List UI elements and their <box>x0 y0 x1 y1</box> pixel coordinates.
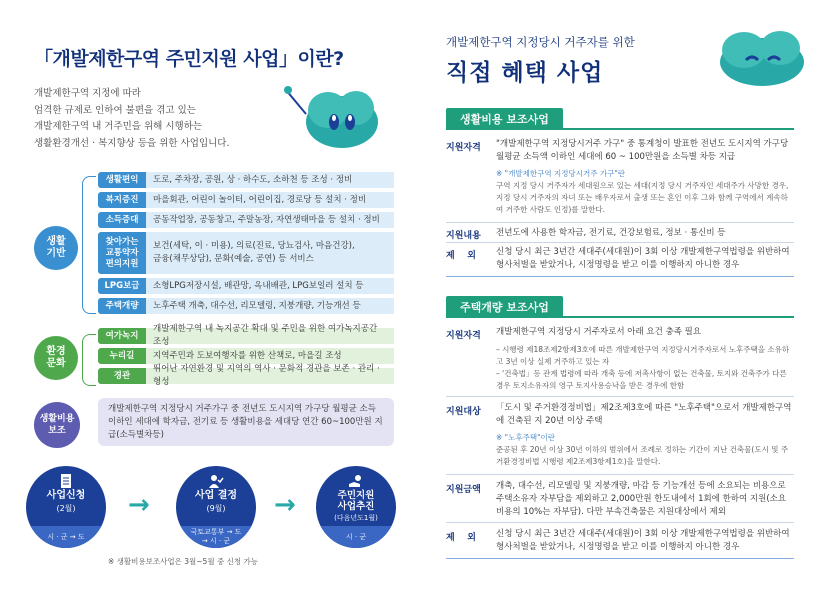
separator <box>446 522 794 523</box>
program-row <box>98 324 394 347</box>
note-body: 구역 지정 당시 거주자가 세대원으로 있는 세대(지정 당시 거주자인 세대주가 사망한 경우, 지정 당시 거주자의 자녀 또는 배우자로서 출생 또는 혼인 이후 그와 함께 구역에서 계속하여 거주한 사람도 인정)를 말한다. <box>496 181 789 214</box>
qualification-list <box>496 344 794 392</box>
footnote: ※ 생활비용보조사업은 3월~5월 중 신청 가능 <box>108 557 258 566</box>
separator <box>446 222 794 223</box>
note-heading: ※ "노후주택"이란 <box>496 433 556 442</box>
program-row <box>98 212 394 228</box>
program-row <box>98 172 394 188</box>
program-desc: 개발제한구역 내 녹지공간 확대 및 주민을 위한 여가녹지공간 조성 <box>146 328 394 344</box>
label-exclusion: 제 외 <box>446 533 476 543</box>
label-qualification: 지원자격 <box>446 143 481 153</box>
corner-decoration <box>790 542 840 592</box>
program-desc: 노후주택 개축, 대수선, 리모델링, 지붕개량, 기능개선 등 <box>146 298 394 314</box>
page-title: 「개발제한구역 주민지원 사업」이란? <box>34 48 344 70</box>
step-name: 사업 결정 <box>194 490 238 501</box>
program-tag: 소득증대 <box>98 212 146 228</box>
person-check-icon <box>208 474 224 488</box>
process-step-apply <box>26 466 106 548</box>
list-item: – 시행령 제18조제2항제3호에 따른 개발제한구역 지정당시거주자로서 노후주택을 소유하고 3년 이상 실제 거주하고 있는 자 <box>496 345 790 366</box>
program-row <box>98 364 394 387</box>
program-row <box>98 278 394 294</box>
group-subsidy-circle <box>34 402 80 448</box>
program-desc: 지역주민과 도보여행자를 위한 산책로, 마을길 조성 <box>146 348 394 364</box>
program-desc: 뛰어난 자연환경 및 지역의 역사 · 문화적 경관을 보존 · 관리 · 형성 <box>146 368 394 384</box>
step-flow: 국토교통부 → 도 → 시 · 군 <box>176 526 256 548</box>
intro-line: 개발제한구역 지정에 따라 <box>34 88 141 99</box>
content-text: 전년도에 사용한 학자금, 전기료, 건강보험료, 정보 · 통신비 등 <box>496 228 726 238</box>
process-step-execute <box>316 466 396 548</box>
program-desc: 소형LPG저장시설, 배관망, 옥내배관, LPG보일러 설치 등 <box>146 278 394 294</box>
label-target: 지원대상 <box>446 407 481 417</box>
mascot-icon <box>708 24 812 90</box>
exclusion-text: 신청 당시 최근 3년간 세대주(세대원)이 3회 이상 개발제한구역법령을 위반하여 형사처벌을 받았거나, 시정명령을 받고 이를 이행하지 아니한 경우 <box>496 529 790 552</box>
separator <box>446 276 794 277</box>
program-tag: 경관 <box>98 368 146 384</box>
label-qualification: 지원자격 <box>446 331 481 341</box>
group-bracket <box>82 176 96 314</box>
separator <box>446 558 794 559</box>
right-title: 직접 혜택 사업 <box>446 60 604 86</box>
right-subtitle: 개발제한구역 지정당시 거주자를 위한 <box>446 35 635 49</box>
arrow-right-icon: → <box>128 490 150 520</box>
separator <box>446 242 794 243</box>
mascot-icon <box>282 78 386 156</box>
program-desc: 보건(세탁, 이 · 미용), 의료(진료, 당뇨검사, 마음건강), 금융(채무상담), 문화(예술, 공연) 등 서비스 <box>146 232 394 274</box>
separator <box>446 396 794 397</box>
intro-line: 엄격한 규제로 인하여 불편을 겪고 있는 <box>34 104 196 116</box>
program-desc: 마을회관, 어린이 놀이터, 어린이집, 경로당 등 설치 · 정비 <box>146 192 394 208</box>
group-env-label: 환경 문화 <box>46 346 66 369</box>
section-title: 생활비용 보조사업 <box>446 108 563 130</box>
step-period: (9월) <box>206 504 226 513</box>
note-body: 준공된 후 20년 이상 30년 이하의 범위에서 조례로 정하는 기간이 지난 건축물(도시 및 주거환경정비법 시행령 제2조제3항제1호)을 말한다. <box>496 445 789 466</box>
step-period: (2월) <box>56 504 76 513</box>
group-life-circle <box>34 226 78 270</box>
qualification-text: 개발제한구역 지정당시 거주자로서 아래 요건 충족 필요 <box>496 327 702 337</box>
intro-line: 생활환경개선 · 복지향상 등을 위한 사업입니다. <box>34 137 230 149</box>
intro-line: 개발제한구역 내 거주민을 위해 시행하는 <box>34 121 203 132</box>
program-tag: 복지증진 <box>98 192 146 208</box>
label-amount: 지원금액 <box>446 485 481 495</box>
program-tag: 누리길 <box>98 348 146 364</box>
program-tag: 주택개량 <box>98 298 146 314</box>
note-heading: ※ "개발제한구역 지정당시거주 가구"란 <box>496 169 626 178</box>
program-tag: 찾아가는 교통약자 편의지원 <box>98 232 146 274</box>
section-title: 주택개량 보조사업 <box>446 296 563 318</box>
group-subsidy-label: 생활비용 보조 <box>39 414 75 436</box>
group-life-label: 생활 기반 <box>46 236 66 259</box>
step-flow: 시 · 군 <box>316 526 396 548</box>
corner-decoration <box>0 552 40 592</box>
label-content: 지원내용 <box>446 231 481 241</box>
group-env-circle <box>34 336 78 380</box>
program-tag: 생활편익 <box>98 172 146 188</box>
target-note <box>496 432 794 468</box>
program-tag: LPG보급 <box>98 278 146 294</box>
section-header-housing <box>446 296 794 318</box>
qualification-text: "개발제한구역 지정당시거주 가구" 중 통계청이 발표한 전년도 도시지역 가구당 월평균 소득액 이하인 세대에 60 ~ 100만원을 소득별 차등 지급 <box>496 139 789 162</box>
hand-coin-icon <box>348 474 364 488</box>
step-flow: 시 · 군 → 도 <box>26 526 106 548</box>
program-row <box>98 348 394 364</box>
label-exclusion: 제 외 <box>446 251 476 261</box>
group-bracket <box>82 334 96 386</box>
target-text: 「도시 및 주거환경정비법」제2조제3호에 따른 "노후주택"으로서 개발제한구역에 건축된 지 20년 이상 주택 <box>496 403 792 426</box>
separator <box>446 474 794 475</box>
document-icon <box>58 474 74 488</box>
arrow-right-icon: → <box>274 490 296 520</box>
step-period: (다음년도1월) <box>334 514 378 522</box>
intro-text <box>34 86 274 152</box>
amount-text: 개축, 대수선, 리모델링 및 지붕개량, 마감 등 기능개선 등에 소요되는 비용으로 주택소유자 자부담을 제외하고 2,000만원 한도내에서 1회에 한하여 지원(소요비용의 10%는 자부담). 다만 부속건축물은 지원대상에서 제외 <box>496 481 787 517</box>
program-row <box>98 298 394 314</box>
program-row <box>98 192 394 208</box>
program-desc: 공동작업장, 공동창고, 주말농장, 자연생태마을 등 설치 · 정비 <box>146 212 394 228</box>
step-name: 사업신청 <box>46 490 86 501</box>
program-tag: 여가녹지 <box>98 328 146 344</box>
section-header-living-cost <box>446 108 794 130</box>
program-desc: 도로, 주차장, 공원, 상 · 하수도, 소하천 등 조성 · 정비 <box>146 172 394 188</box>
process-step-decision <box>176 466 256 548</box>
exclusion-text: 신청 당시 최근 3년간 세대주(세대원)이 3회 이상 개발제한구역법령을 위반하여 형사처벌을 받았거나, 시정명령을 받고 이를 이행하지 아니한 경우 <box>496 247 790 270</box>
list-item: – '건축법」등 관계 법령에 따라 개축 등에 저촉사항이 없는 건축물, 토지와 건축주가 다른 경우 토지소유자의 영구 토지사용승낙을 받은 경우에 한함 <box>496 369 787 390</box>
program-row <box>98 232 394 274</box>
step-name: 주민지원 사업추진 <box>337 490 375 512</box>
qualification-note <box>496 168 794 216</box>
subsidy-description: 개발제한구역 지정당시 거주가구 중 전년도 도시지역 가구당 월평균 소득 이하인 세대에 학자금, 전기료 등 생활비용을 세대당 연간 60~100만원 지급(소득별차등) <box>98 398 394 446</box>
